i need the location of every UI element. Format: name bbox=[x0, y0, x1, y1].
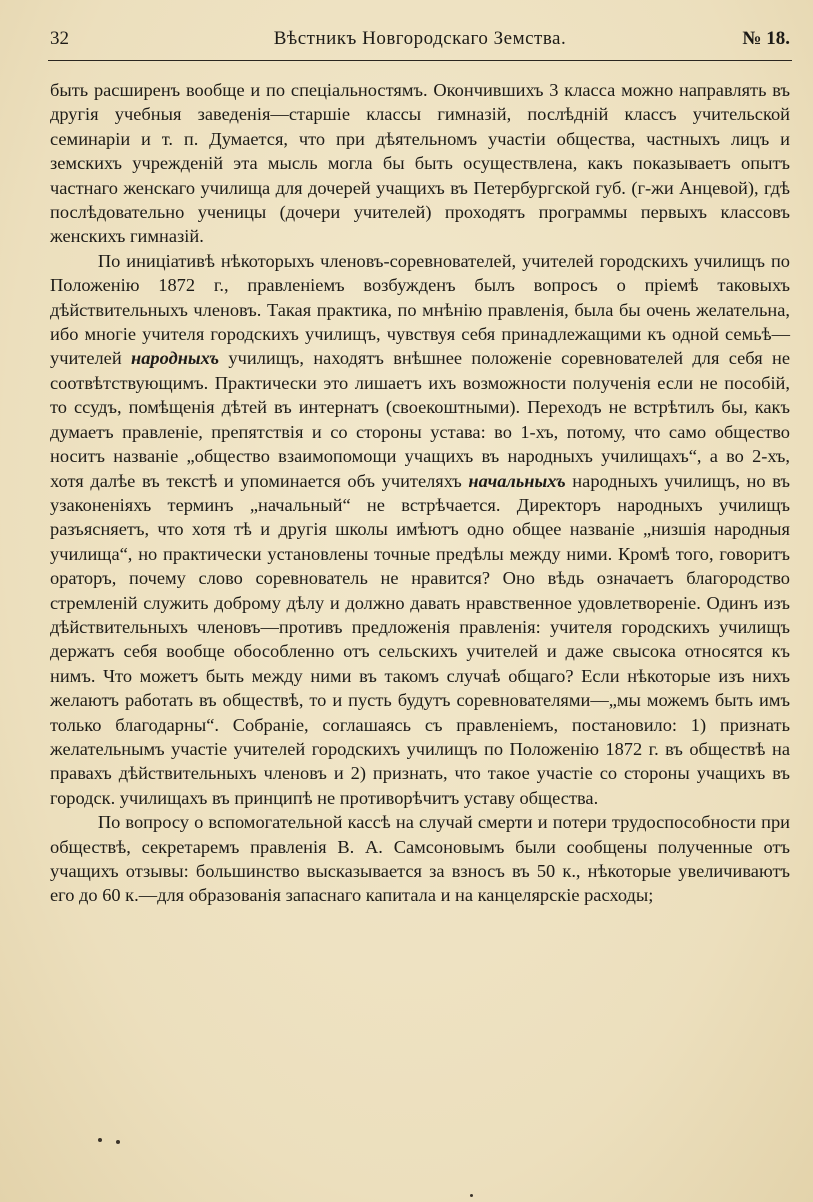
page-header bbox=[50, 28, 790, 58]
ink-speck bbox=[98, 1138, 102, 1142]
emphasis-word: народныхъ bbox=[131, 348, 220, 369]
journal-title: Вѣстникъ Новгородскаго Земства. bbox=[273, 28, 567, 49]
paragraph-text: По иниціативѣ нѣкоторыхъ членовъ-соревнователей, учителей городскихъ училищъ по Положенію 1872 г., правленіемъ возбужденъ былъ вопросъ о пріемѣ таковыхъ дѣйствительныхъ членовъ. Такая практика, по мнѣнію правленія, была бы очень желательна, ибо многіе учителя городскихъ училищъ, чувствуя себя принадлежащими къ одной семьѣ—учителей bbox=[50, 250, 790, 369]
page-number: 32 bbox=[50, 28, 69, 49]
emphasis-word: начальныхъ bbox=[468, 470, 566, 491]
paragraph-membership bbox=[50, 249, 790, 810]
ink-speck bbox=[470, 1194, 473, 1197]
header-rule bbox=[48, 60, 792, 61]
paragraph-fund: По вопросу о вспомогательной кассѣ на случай смерти и потери трудоспособности при обществѣ, секретаремъ правленія В. А. Самсоновымъ были сообщены полученные отъ учащихъ отзывы: большинство высказывается за взносъ въ 50 к., нѣкоторые увеличиваютъ его до 60 к.—для образованія запаснаго капитала и на канцелярскіе расходы; bbox=[50, 812, 790, 906]
ink-speck bbox=[116, 1140, 120, 1144]
issue-number: № 18. bbox=[742, 28, 790, 49]
paragraph-text: народныхъ училищъ, но въ узаконеніяхъ терминъ „начальный“ не встрѣчается. Директоръ народныхъ училищъ разъясняетъ, что хотя тѣ и другія школы имѣютъ одно общее названіе „низшія народныя училища“, но практически установлены точные предѣлы между ними. Кромѣ того, говоритъ ораторъ, почему слово соревнователь не нравится? Оно вѣдь означаетъ благородство стремленій служить доброму дѣлу и должно давать нравственное удовлетвореніе. Одинъ изъ дѣйствительныхъ членовъ—противъ предложенія правленія: учителя городскихъ училищъ держатъ себя вообще обособленно отъ сельскихъ учителей и даже свысока относятся къ нимъ. Что можетъ быть между ними въ такомъ случаѣ общаго? Если нѣкоторые изъ нихъ желаютъ работать въ обществѣ, то и пусть будутъ соревнователями—„мы можемъ быть имъ только благодарны“. Собраніе, соглашаясь съ правленіемъ, постановило: 1) признать желательнымъ участіе учителей городскихъ училищъ по Положенію 1872 г. въ обществѣ на правахъ дѣйствительныхъ членовъ и 2) признать, что такое участіе со стороны учащихъ въ городск. училищахъ въ принципѣ не противорѣчитъ уставу общества. bbox=[50, 470, 790, 808]
article-body bbox=[50, 78, 790, 908]
paragraph-text: училищъ, находятъ внѣшнее положеніе соревнователей для себя не соотвѣтствующимъ. Практически это лишаетъ ихъ возможности полученія если не пособій, то ссудъ, помѣщенія дѣтей въ интернатъ (своекоштными). Переходъ не встрѣтилъ бы, какъ думаетъ правленіе, препятствія и со стороны устава: во 1-хъ, потому, что само общество носитъ названіе „общество взаимопомощи учащихъ въ народныхъ училищахъ“, а во 2-хъ, хотя далѣе въ текстѣ и упоминается объ учителяхъ bbox=[50, 348, 791, 491]
paragraph-continued: быть расширенъ вообще и по спеціальностямъ. Окончившихъ 3 класса можно направлять въ другія учебныя заведенія—старшіе классы гимназій, послѣдній классъ учительской семинаріи и т. п. Думается, что при дѣятельномъ участіи общества, частныхъ лицъ и земскихъ учрежденій эта мысль могла бы быть осуществлена, какъ показываетъ опытъ частнаго женскаго училища для дочерей учащихъ въ Петербургской губ. (г-жи Анцевой), гдѣ послѣдовательно ученицы (дочери учителей) проходятъ программы первыхъ классовъ женскихъ гимназій. bbox=[50, 80, 790, 247]
